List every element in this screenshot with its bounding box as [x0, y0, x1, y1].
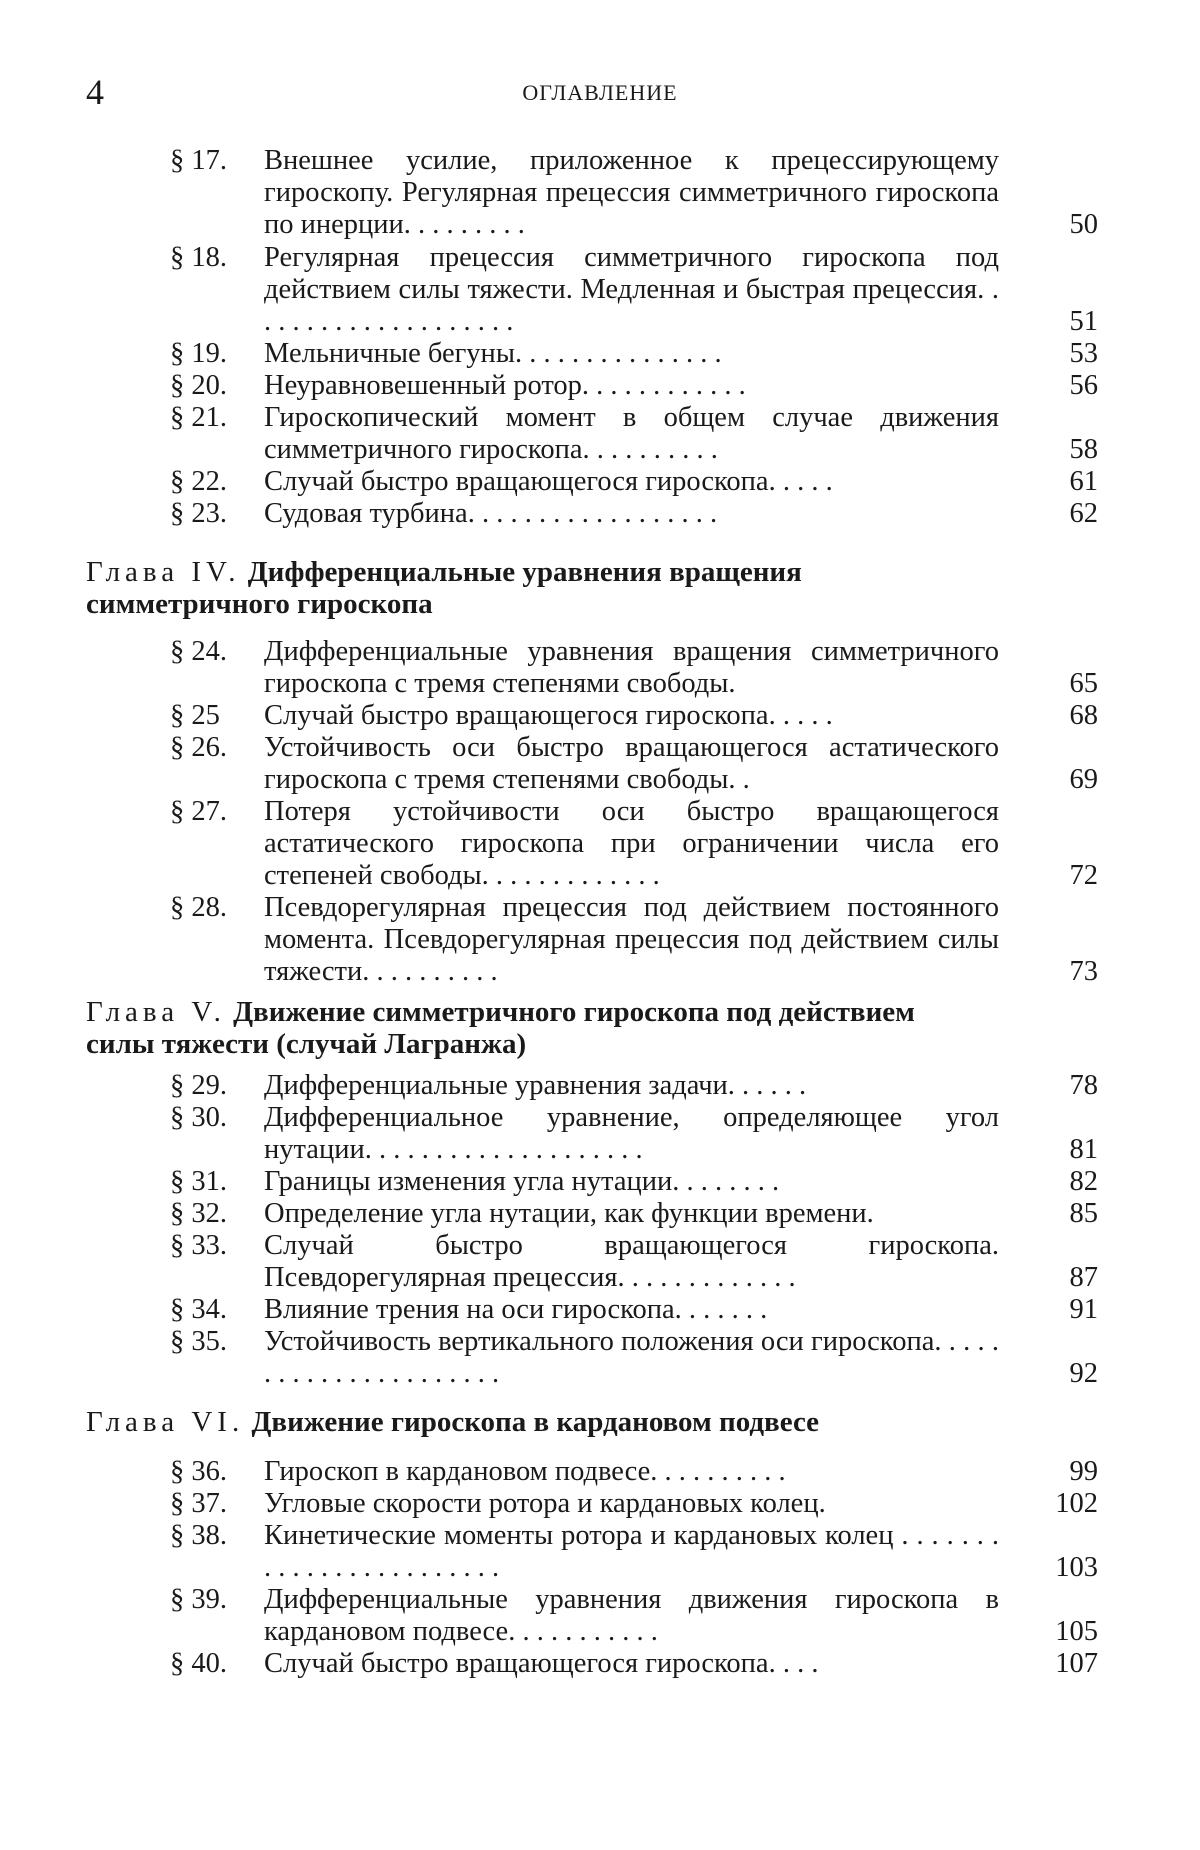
toc-entry[interactable]	[170, 796, 1098, 892]
section-page: 99	[1008, 1456, 1098, 1488]
section-title: Дифференциальные уравнения задачи. . . . . .	[264, 1070, 999, 1102]
section-number: § 23.	[170, 498, 264, 530]
section-number: § 30.	[170, 1102, 264, 1134]
section-title: Псевдорегулярная прецессия под действием постоянного момента. Псевдорегулярная прецессия под действием силы тяжести. . . . . . . . . .	[264, 892, 999, 988]
toc-entry[interactable]	[170, 1198, 1098, 1230]
section-title: Мельничные бегуны. . . . . . . . . . . . . . .	[264, 338, 999, 370]
section-title: Внешнее усилие, приложенное к прецессирующему гироскопу. Регулярная прецессия симметричного гироскопа по инерции. . . . . . . . .	[264, 145, 999, 241]
page-number: 4	[86, 72, 104, 112]
toc-entry[interactable]	[170, 402, 1098, 466]
section-page: 81	[1008, 1134, 1098, 1166]
toc-entry[interactable]	[170, 1166, 1098, 1198]
section-number: § 20.	[170, 370, 264, 402]
toc-entry[interactable]	[170, 700, 1098, 732]
section-number: § 31.	[170, 1166, 264, 1198]
toc-entry[interactable]	[170, 1520, 1098, 1584]
section-page: 73	[1008, 956, 1098, 988]
section-page: 92	[1008, 1358, 1098, 1390]
chapter-label: Глава IV.	[86, 556, 240, 588]
chapter-title: Движение симметричного гироскопа под действием силы тяжести (случай Лагранжа)	[86, 996, 915, 1060]
toc-entry[interactable]	[170, 145, 1098, 241]
section-title: Влияние трения на оси гироскопа. . . . . . .	[264, 1294, 999, 1326]
section-title: Определение угла нутации, как функции времени.	[264, 1198, 999, 1230]
section-number: § 34.	[170, 1294, 264, 1326]
section-page: 85	[1008, 1198, 1098, 1230]
section-number: § 35.	[170, 1326, 264, 1358]
section-page: 78	[1008, 1070, 1098, 1102]
toc-entry[interactable]	[170, 1488, 1098, 1520]
section-title: Кинетические моменты ротора и кардановых колец . . . . . . . . . . . . . . . . . . . . . . . .	[264, 1520, 999, 1584]
section-title: Неуравновешенный ротор. . . . . . . . . . . .	[264, 370, 999, 402]
toc-entry[interactable]	[170, 1230, 1098, 1294]
section-number: § 33.	[170, 1230, 264, 1262]
section-page: 62	[1008, 498, 1098, 530]
section-page: 72	[1008, 860, 1098, 892]
toc-entry[interactable]	[170, 498, 1098, 530]
chapter-title: Дифференциальные уравнения вращения симметричного гироскопа	[86, 556, 802, 620]
section-page: 50	[1008, 209, 1098, 241]
chapter-label: Глава V.	[86, 996, 226, 1028]
section-title: Дифференциальные уравнения движения гироскопа в кардановом подвесе. . . . . . . . . . .	[264, 1584, 999, 1648]
section-title: Дифференциальное уравнение, определяющее угол нутации. . . . . . . . . . . . . . . . . . . .	[264, 1102, 999, 1166]
section-title: Судовая турбина. . . . . . . . . . . . . . . . . .	[264, 498, 999, 530]
section-title: Устойчивость вертикального положения оси гироскопа. . . . . . . . . . . . . . . . . . . . . .	[264, 1326, 999, 1390]
section-number: § 17.	[170, 145, 264, 177]
section-title: Угловые скорости ротора и кардановых колец.	[264, 1488, 999, 1520]
toc-entry[interactable]	[170, 1070, 1098, 1102]
section-title: Границы изменения угла нутации. . . . . . . .	[264, 1166, 999, 1198]
section-title: Гироскопический момент в общем случае движения симметричного гироскопа. . . . . . . . . .	[264, 402, 999, 466]
toc-entry[interactable]	[170, 1294, 1098, 1326]
toc-entry[interactable]	[170, 1584, 1098, 1648]
toc-entry[interactable]	[170, 1326, 1098, 1390]
section-number: § 21.	[170, 402, 264, 434]
section-page: 53	[1008, 338, 1098, 370]
section-title: Случай быстро вращающегося гироскопа. . . . .	[264, 466, 999, 498]
section-title: Случай быстро вращающегося гироскопа. . . . .	[264, 700, 999, 732]
toc-entry[interactable]	[170, 1102, 1098, 1166]
section-title: Потеря устойчивости оси быстро вращающегося астатического гироскопа при ограничении числа его степеней свободы. . . . . . . . . . . . .	[264, 796, 999, 892]
section-number: § 25	[170, 700, 264, 732]
chapter-heading[interactable]	[86, 1406, 1006, 1438]
toc-entry[interactable]	[170, 732, 1098, 796]
section-title: Случай быстро вращающегося гироскопа. Псевдорегулярная прецессия. . . . . . . . . . . . .	[264, 1230, 999, 1294]
section-number: § 26.	[170, 732, 264, 764]
section-page: 68	[1008, 700, 1098, 732]
section-page: 69	[1008, 764, 1098, 796]
section-number: § 38.	[170, 1520, 264, 1552]
section-number: § 22.	[170, 466, 264, 498]
section-number: § 37.	[170, 1488, 264, 1520]
chapter-label: Глава VI.	[86, 1406, 244, 1438]
chapter-heading[interactable]	[86, 556, 1006, 620]
section-number: § 40.	[170, 1648, 264, 1680]
chapter-title: Движение гироскопа в кардановом подвесе	[251, 1406, 819, 1438]
section-page: 82	[1008, 1166, 1098, 1198]
section-number: § 18.	[170, 242, 264, 274]
section-number: § 28.	[170, 892, 264, 924]
section-title: Случай быстро вращающегося гироскопа. . . .	[264, 1648, 999, 1680]
section-page: 91	[1008, 1294, 1098, 1326]
toc-entry[interactable]	[170, 1648, 1098, 1680]
section-page: 102	[1008, 1488, 1098, 1520]
section-page: 56	[1008, 370, 1098, 402]
section-page: 51	[1008, 306, 1098, 338]
toc-entry[interactable]	[170, 338, 1098, 370]
section-number: § 32.	[170, 1198, 264, 1230]
toc-entry[interactable]	[170, 892, 1098, 988]
toc-entry[interactable]	[170, 370, 1098, 402]
section-page: 87	[1008, 1262, 1098, 1294]
section-page: 65	[1008, 668, 1098, 700]
toc-entry[interactable]	[170, 636, 1098, 700]
section-title: Гироскоп в кардановом подвесе. . . . . . . . . .	[264, 1456, 999, 1488]
section-number: § 29.	[170, 1070, 264, 1102]
toc-entry[interactable]	[170, 1456, 1098, 1488]
section-page: 105	[1008, 1616, 1098, 1648]
toc-entry[interactable]	[170, 242, 1098, 338]
section-page: 107	[1008, 1648, 1098, 1680]
section-page: 103	[1008, 1552, 1098, 1584]
section-number: § 24.	[170, 636, 264, 668]
section-title: Устойчивость оси быстро вращающегося астатического гироскопа с тремя степенями свободы. .	[264, 732, 999, 796]
section-page: 58	[1008, 434, 1098, 466]
running-title: ОГЛАВЛЕНИЕ	[0, 80, 1200, 106]
section-number: § 39.	[170, 1584, 264, 1616]
chapter-heading[interactable]	[86, 996, 986, 1060]
section-number: § 27.	[170, 796, 264, 828]
section-number: § 36.	[170, 1456, 264, 1488]
page-header	[0, 72, 1200, 112]
section-title: Дифференциальные уравнения вращения симметричного гироскопа с тремя степенями свободы.	[264, 636, 999, 700]
toc-entry[interactable]	[170, 466, 1098, 498]
section-page: 61	[1008, 466, 1098, 498]
section-title: Регулярная прецессия симметричного гироскопа под действием силы тяжести. Медленная и быстрая прецессия. . . . . . . . . . . . . . . . . . . .	[264, 242, 999, 338]
section-number: § 19.	[170, 338, 264, 370]
